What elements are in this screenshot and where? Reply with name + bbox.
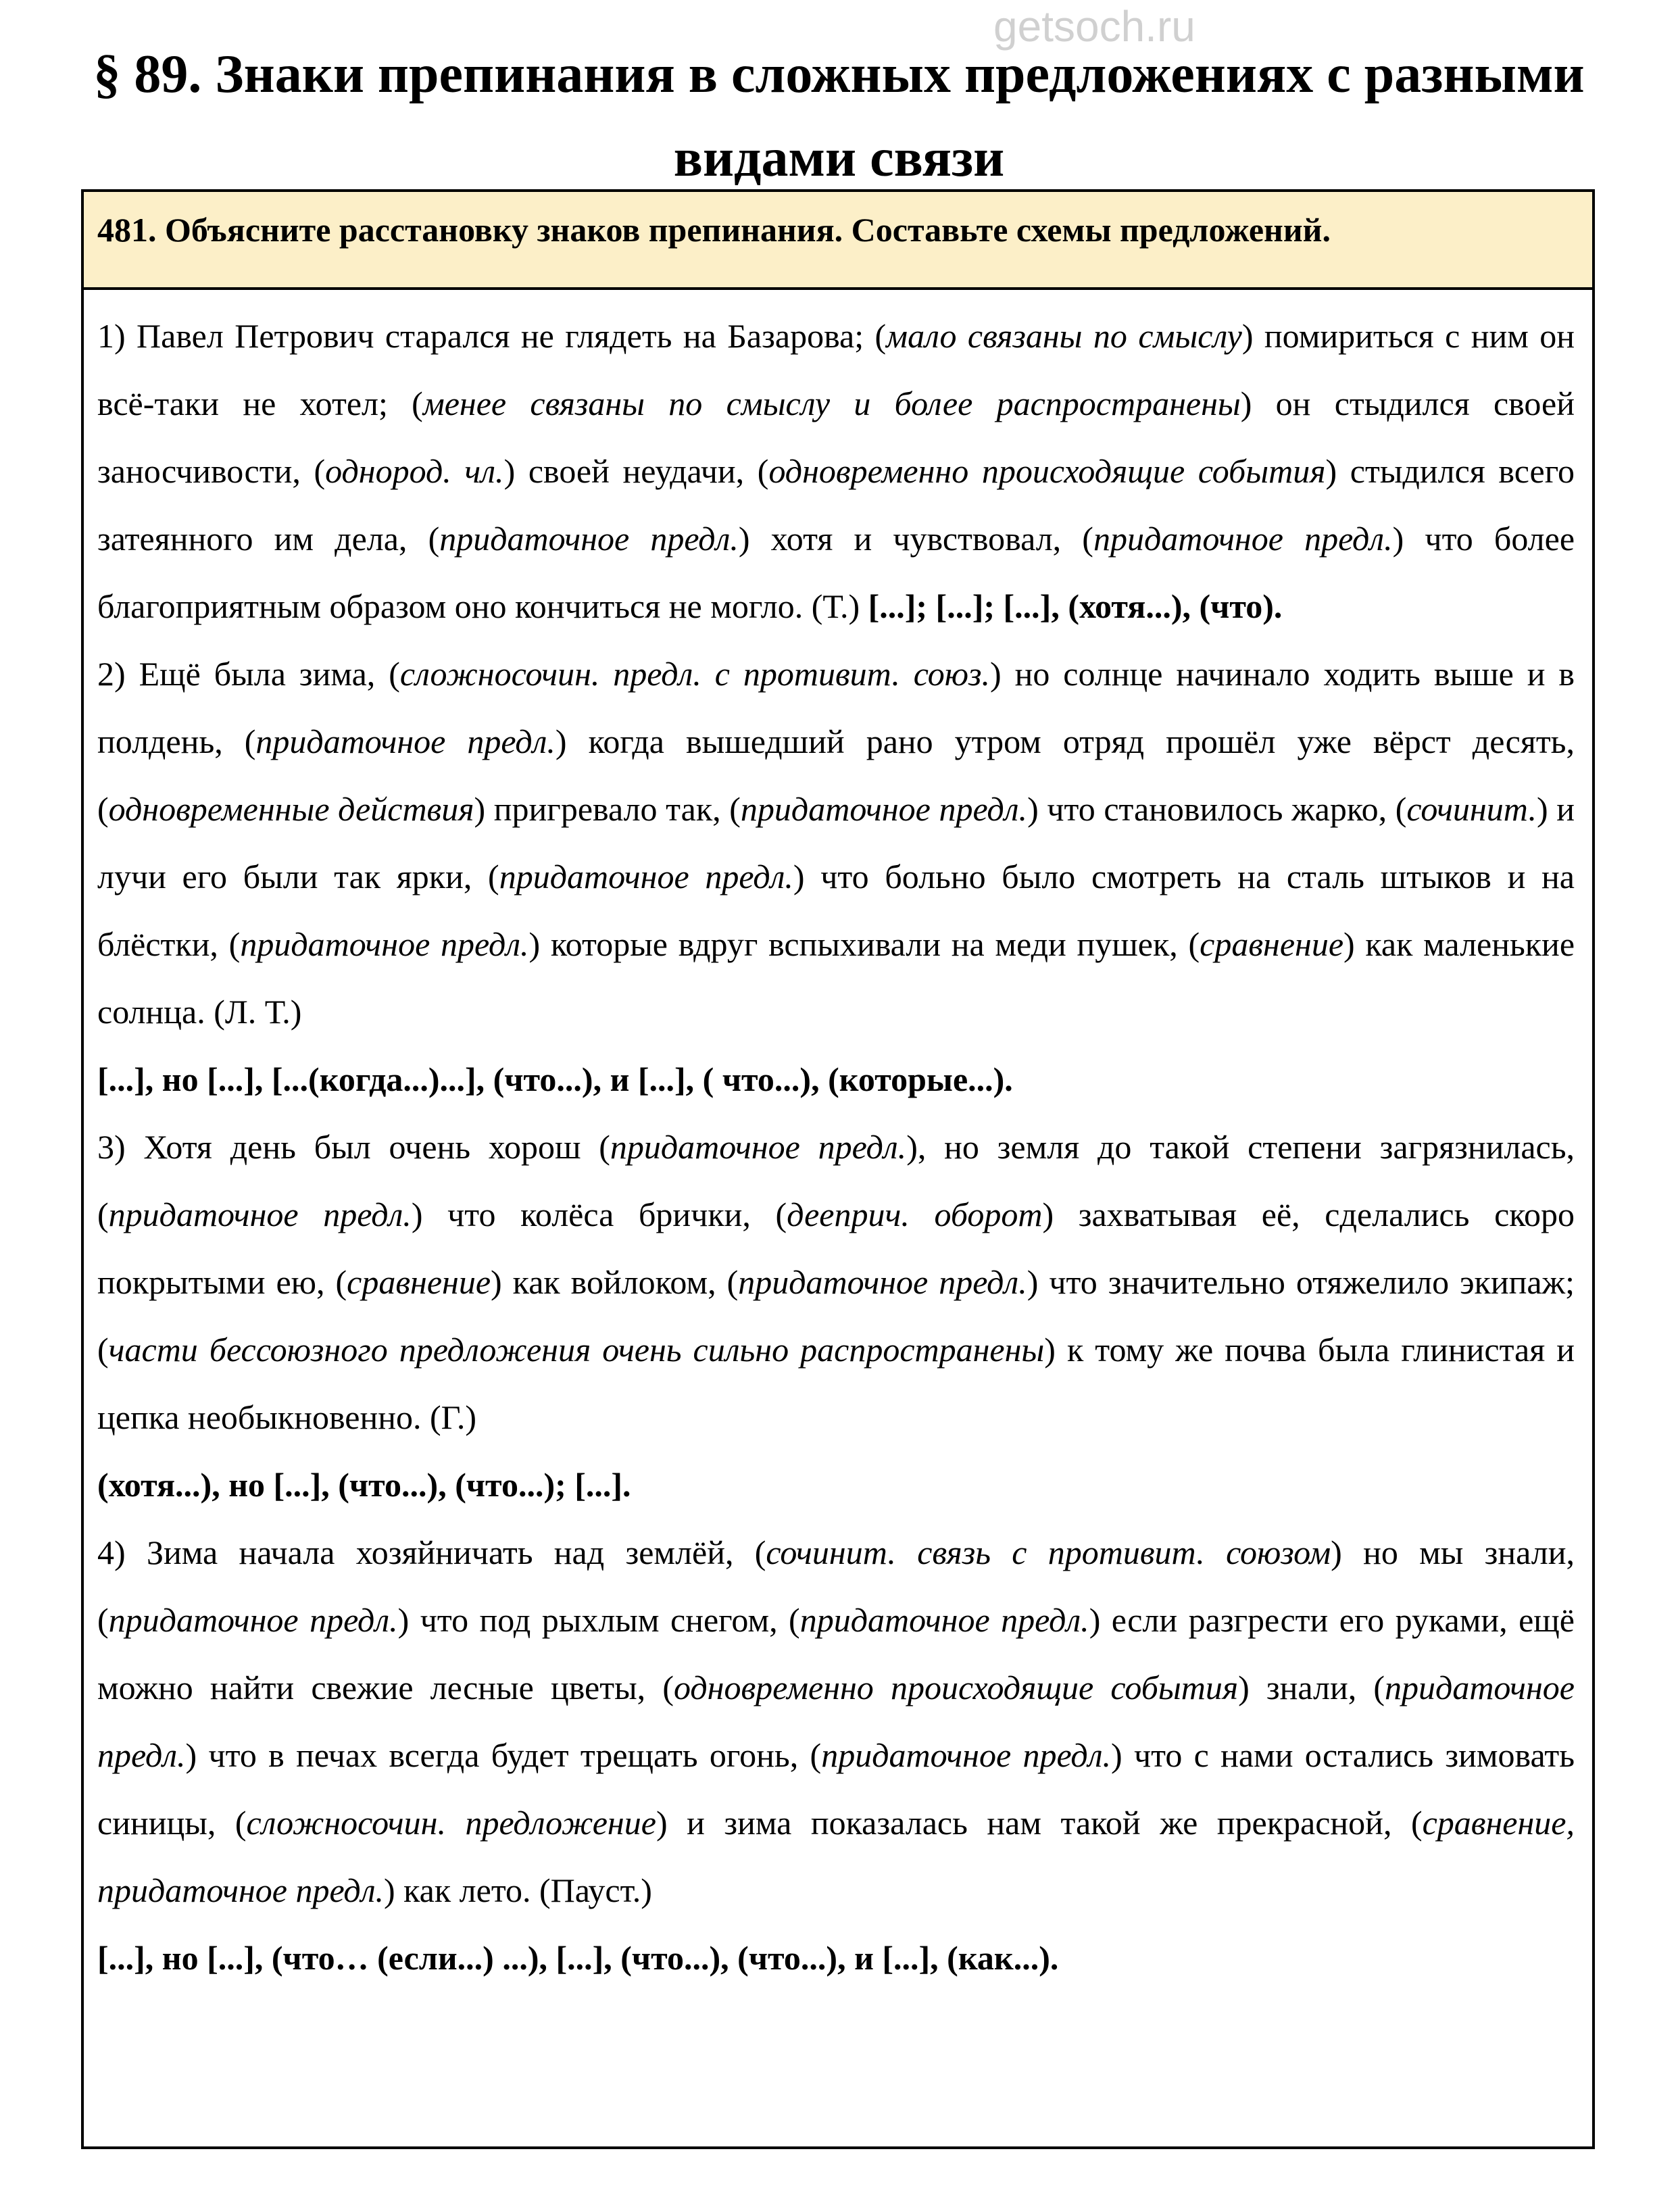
scheme-1: [...]; [...]; [...], (хотя...), (что). — [868, 587, 1283, 625]
scheme-2: [...], но [...], [...(когда...)...], (что...), и [...], ( что...), (которые...). — [97, 1060, 1013, 1098]
sentence-3: 3) Хотя день был очень хорош (придаточное предл.), но земля до такой степени загрязнилась, (придаточное предл.) что колёса брички, (дееприч. оборот) захватывая её, сделались скоро покрытыми ею, (сравнение) как войлоком, (придаточное предл.) что значительно отяжелило экипаж; (части бессоюзного предложения очень сильно распространены) к тому же почва была глинистая и цепка необыкновенно. (Г.) — [97, 1128, 1575, 1436]
page-title: § 89. Знаки препинания в сложных предложениях с разными видами связи — [93, 45, 1585, 188]
sentence-2: 2) Ещё была зима, (сложносочин. предл. с противит. союз.) но солнце начинало ходить выше и в полдень, (придаточное предл.) когда вышедший рано утром отряд прошёл уже вёрст десять, (одновременные действия) пригревало так, (придаточное предл.) что становилось жарко, (сочинит.) и лучи его были так ярки, (придаточное предл.) что больно было смотреть на сталь штыков и на блёстки, (придаточное предл.) которые вдруг вспыхивали на меди пушек, (сравнение) как маленькие солнца. (Л. Т.) — [97, 655, 1575, 1031]
sentence-1: 1) Павел Петрович старался не глядеть на Базарова; (мало связаны по смыслу) помириться с ним он всё-таки не хотел; (менее связаны по смыслу и более распространены) он стыдился своей заносчивости, (однород. чл.) своей неудачи, (одновременно происходящие события) стыдился всего затеянного им дела, (придаточное предл.) хотя и чувствовал, (придаточное предл.) что более благоприятным образом оно кончиться не могло. (Т.) [...]; [...]; [...], (хотя...), (что). — [97, 317, 1575, 625]
answer-content — [84, 290, 1592, 1992]
scheme-4: [...], но [...], (что… (если...) ...), [...], (что...), (что...), и [...], (как...). — [97, 1939, 1059, 1977]
scheme-3: (хотя...), но [...], (что...), (что...); [...]. — [97, 1466, 631, 1504]
sentence-4: 4) Зима начала хозяйничать над землёй, (сочинит. связь с противит. союзом) но мы знали, (придаточное предл.) что под рыхлым снегом, (придаточное предл.) если разгрести его руками, ещё можно найти свежие лесные цветы, (одновременно происходящие события) знали, (придаточное предл.) что в печах всегда будет трещать огонь, (придаточное предл.) что с нами остались зимовать синицы, (сложносочин. предложение) и зима показалась нам такой же прекрасной, (сравнение, придаточное предл.) как лето. (Пауст.) — [97, 1533, 1575, 1909]
watermark: getsoch.ru — [993, 2, 1195, 51]
exercise-box — [81, 189, 1595, 2149]
task-heading: 481. Объясните расстановку знаков препинания. Составьте схемы предложений. — [84, 192, 1592, 290]
